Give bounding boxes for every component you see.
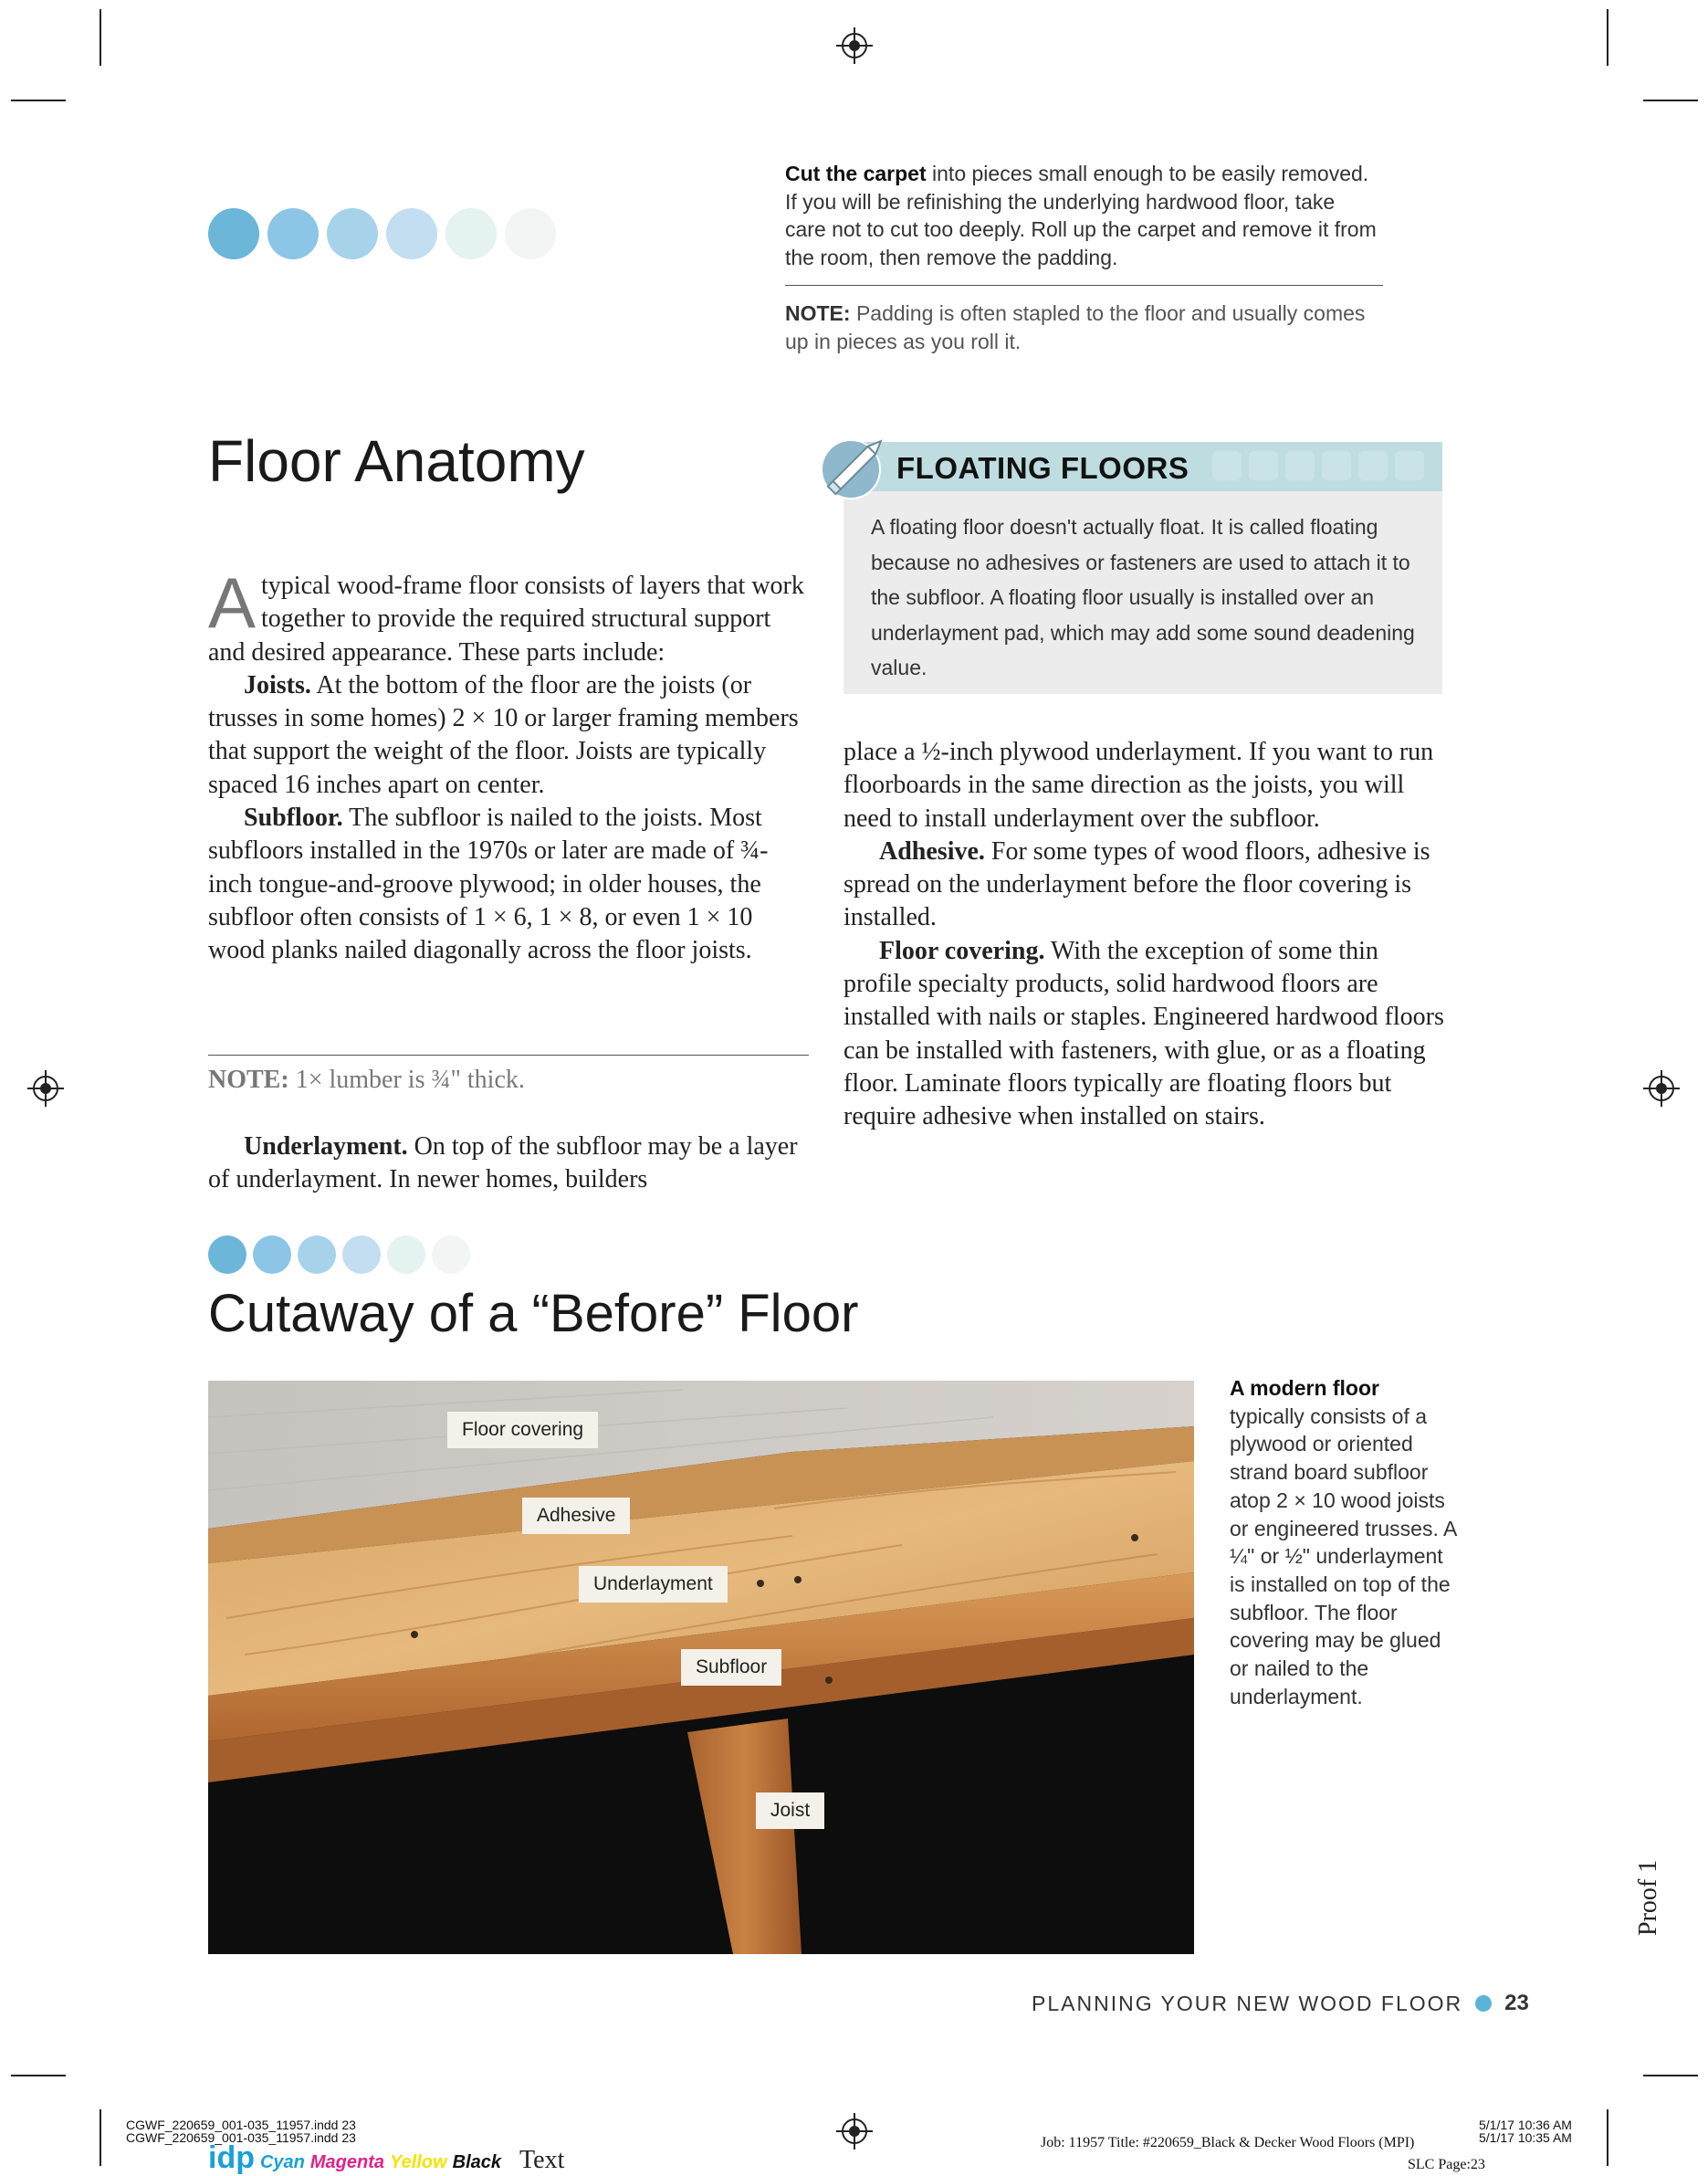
crop-mark [1643, 2075, 1698, 2076]
label-subfloor: Subfloor [681, 1649, 781, 1686]
subfloor-text: The subfloor is nailed to the joists. Most subfloors installed in the 1970s or later are made of ¾-inch tongue-and-groove plywood; in older houses, the subfloor often consists of 1 × 6, 1 × 8, or even 1 × 10 wood planks nailed diagonally across the floor joists. [208, 804, 769, 965]
floor-covering-text: With the exception of some thin profile specialty products, solid hardwood floors are installed with nails or staples. Engineered hardwood floors can be installed with fasteners, with glue, or as a floating floor. Laminate floors typically are floating floors but require adhesive when installed on stairs. [844, 936, 1444, 1131]
footer-dot-icon [1475, 1995, 1492, 2012]
lumber-note [208, 1064, 811, 1097]
sidebar-header [844, 442, 1442, 491]
adhesive-label: Adhesive. [879, 836, 985, 866]
page-title: Floor Anatomy [208, 428, 585, 494]
label-adhesive: Adhesive [522, 1498, 630, 1534]
sidebar-title: FLOATING FLOORS [896, 451, 1189, 485]
slug-date: 5/1/17 10:35 AM [1479, 2130, 1572, 2145]
carpet-tip [785, 160, 1378, 271]
color-bar [208, 2142, 564, 2175]
cyan-label: Cyan [259, 2152, 305, 2172]
left-column [208, 562, 811, 968]
note-label: NOTE: [208, 1066, 289, 1094]
idp-logo: idp [208, 2140, 255, 2175]
pencil-icon [818, 427, 895, 504]
joists-label: Joists. [244, 670, 311, 699]
registration-mark-icon [1649, 1076, 1674, 1101]
slug-file-line: CGWF_220659_001-035_11957.indd 23 [126, 2118, 356, 2132]
joists-text: At the bottom of the floor are the joists (or trusses in some homes) 2 × 10 or larger framing members that support the weight of the floor. Joists are typically spaced 16 inches apart on center. [208, 670, 799, 799]
underlayment-paragraph [208, 1130, 811, 1197]
subfloor-label: Subfloor. [244, 804, 343, 833]
registration-mark-icon [842, 2118, 867, 2144]
adhesive-paragraph [844, 836, 1446, 935]
registration-mark-icon [842, 33, 867, 58]
label-joist: Joist [756, 1792, 824, 1829]
cutaway-photo [208, 1381, 1194, 1954]
header-pattern [1212, 451, 1424, 480]
label-floor-covering: Floor covering [447, 1412, 598, 1448]
photo-caption [1230, 1374, 1458, 1710]
crop-mark [100, 9, 101, 66]
black-label: Black [452, 2152, 501, 2172]
adhesive-text: For some types of wood floors, adhesive is spread on the underlayment before the floor covering is installed. [844, 836, 1430, 932]
slug-page: SLC Page:23 [1408, 2157, 1485, 2172]
caption-lead: A modern floor [1230, 1376, 1379, 1400]
crop-mark [1607, 2109, 1608, 2166]
note-text: 1× lumber is ¾" thick. [288, 1066, 525, 1094]
underlayment-continued: place a ½-inch plywood underlayment. If you want to run floorboards in the same direction as the joists, you will need to install underlayment over the subfloor. [844, 738, 1434, 833]
floating-floors-sidebar [844, 442, 1442, 694]
floor-covering-label: Floor covering. [879, 936, 1045, 965]
crop-mark [100, 2109, 101, 2166]
text-label: Text [519, 2146, 565, 2174]
carpet-tip-text: into pieces small enough to be easily removed. If you will be refinishing the underlying hardwood floor, take care not to cut too deeply. Roll up the carpet and remove it from the room, then remove the padding. [785, 162, 1377, 269]
slug-dates [1479, 2118, 1572, 2144]
proof-label: Proof 1 [1634, 1859, 1662, 1936]
subfloor-paragraph [208, 802, 811, 967]
slug-file-line: CGWF_220659_001-035_11957.indd 23 [126, 2130, 356, 2145]
intro-text: typical wood-frame floor consists of layers that work together to provide the required structural support and desired appearance. These parts include: [208, 572, 804, 667]
running-head: PLANNING YOUR NEW WOOD FLOOR [1032, 1991, 1463, 2015]
slug-date: 5/1/17 10:36 AM [1479, 2118, 1572, 2132]
magenta-label: Magenta [309, 2152, 385, 2172]
joists-paragraph [208, 669, 811, 802]
note-text: Padding is often stapled to the floor and usually comes up in pieces as you roll it. [785, 301, 1366, 353]
running-footer [1032, 1991, 1529, 2016]
crop-mark [11, 2075, 66, 2076]
slug-job: Job: 11957 Title: #220659_Black & Decker Wood Floors (MPI) [1041, 2135, 1415, 2150]
carpet-note [785, 300, 1378, 355]
intro-paragraph [208, 562, 811, 669]
underlayment-label: Underlayment. [244, 1132, 408, 1161]
caption-text: typically consists of a plywood or oriented strand board subfloor atop 2 × 10 wood joists or engineered trusses. A ¼" or ½" underlayment is installed on top of the subfloor. The floor covering may be glued or nailed to the underlayment. [1230, 1403, 1457, 1708]
divider [208, 1055, 809, 1056]
underlayment-block [208, 1130, 811, 1197]
label-underlayment: Underlayment [579, 1566, 728, 1603]
crop-mark [1643, 100, 1698, 101]
underlayment-text: On top of the subfloor may be a layer of underlayment. In newer homes, builders [208, 1132, 798, 1194]
sidebar-text: A floating floor doesn't actually float. It is called floating because no adhesives or fasteners are used to attach it to the subfloor. A floating floor usually is installed over an underlayment pad, which may add some sound deadening value. [871, 515, 1415, 679]
yellow-label: Yellow [390, 2152, 447, 2172]
crop-mark [1607, 9, 1608, 66]
page-number: 23 [1504, 1991, 1529, 2015]
registration-mark-icon [33, 1076, 58, 1101]
note-label: NOTE: [785, 301, 851, 325]
decorative-dots [208, 208, 556, 259]
floor-covering-paragraph [844, 935, 1446, 1134]
carpet-tip-lead: Cut the carpet [785, 162, 927, 185]
drop-cap: A [208, 562, 257, 643]
crop-mark [11, 100, 66, 101]
right-column [844, 736, 1446, 1134]
decorative-dots [208, 1235, 470, 1274]
section-title: Cutaway of a “Before” Floor [208, 1284, 859, 1343]
divider [785, 285, 1383, 286]
